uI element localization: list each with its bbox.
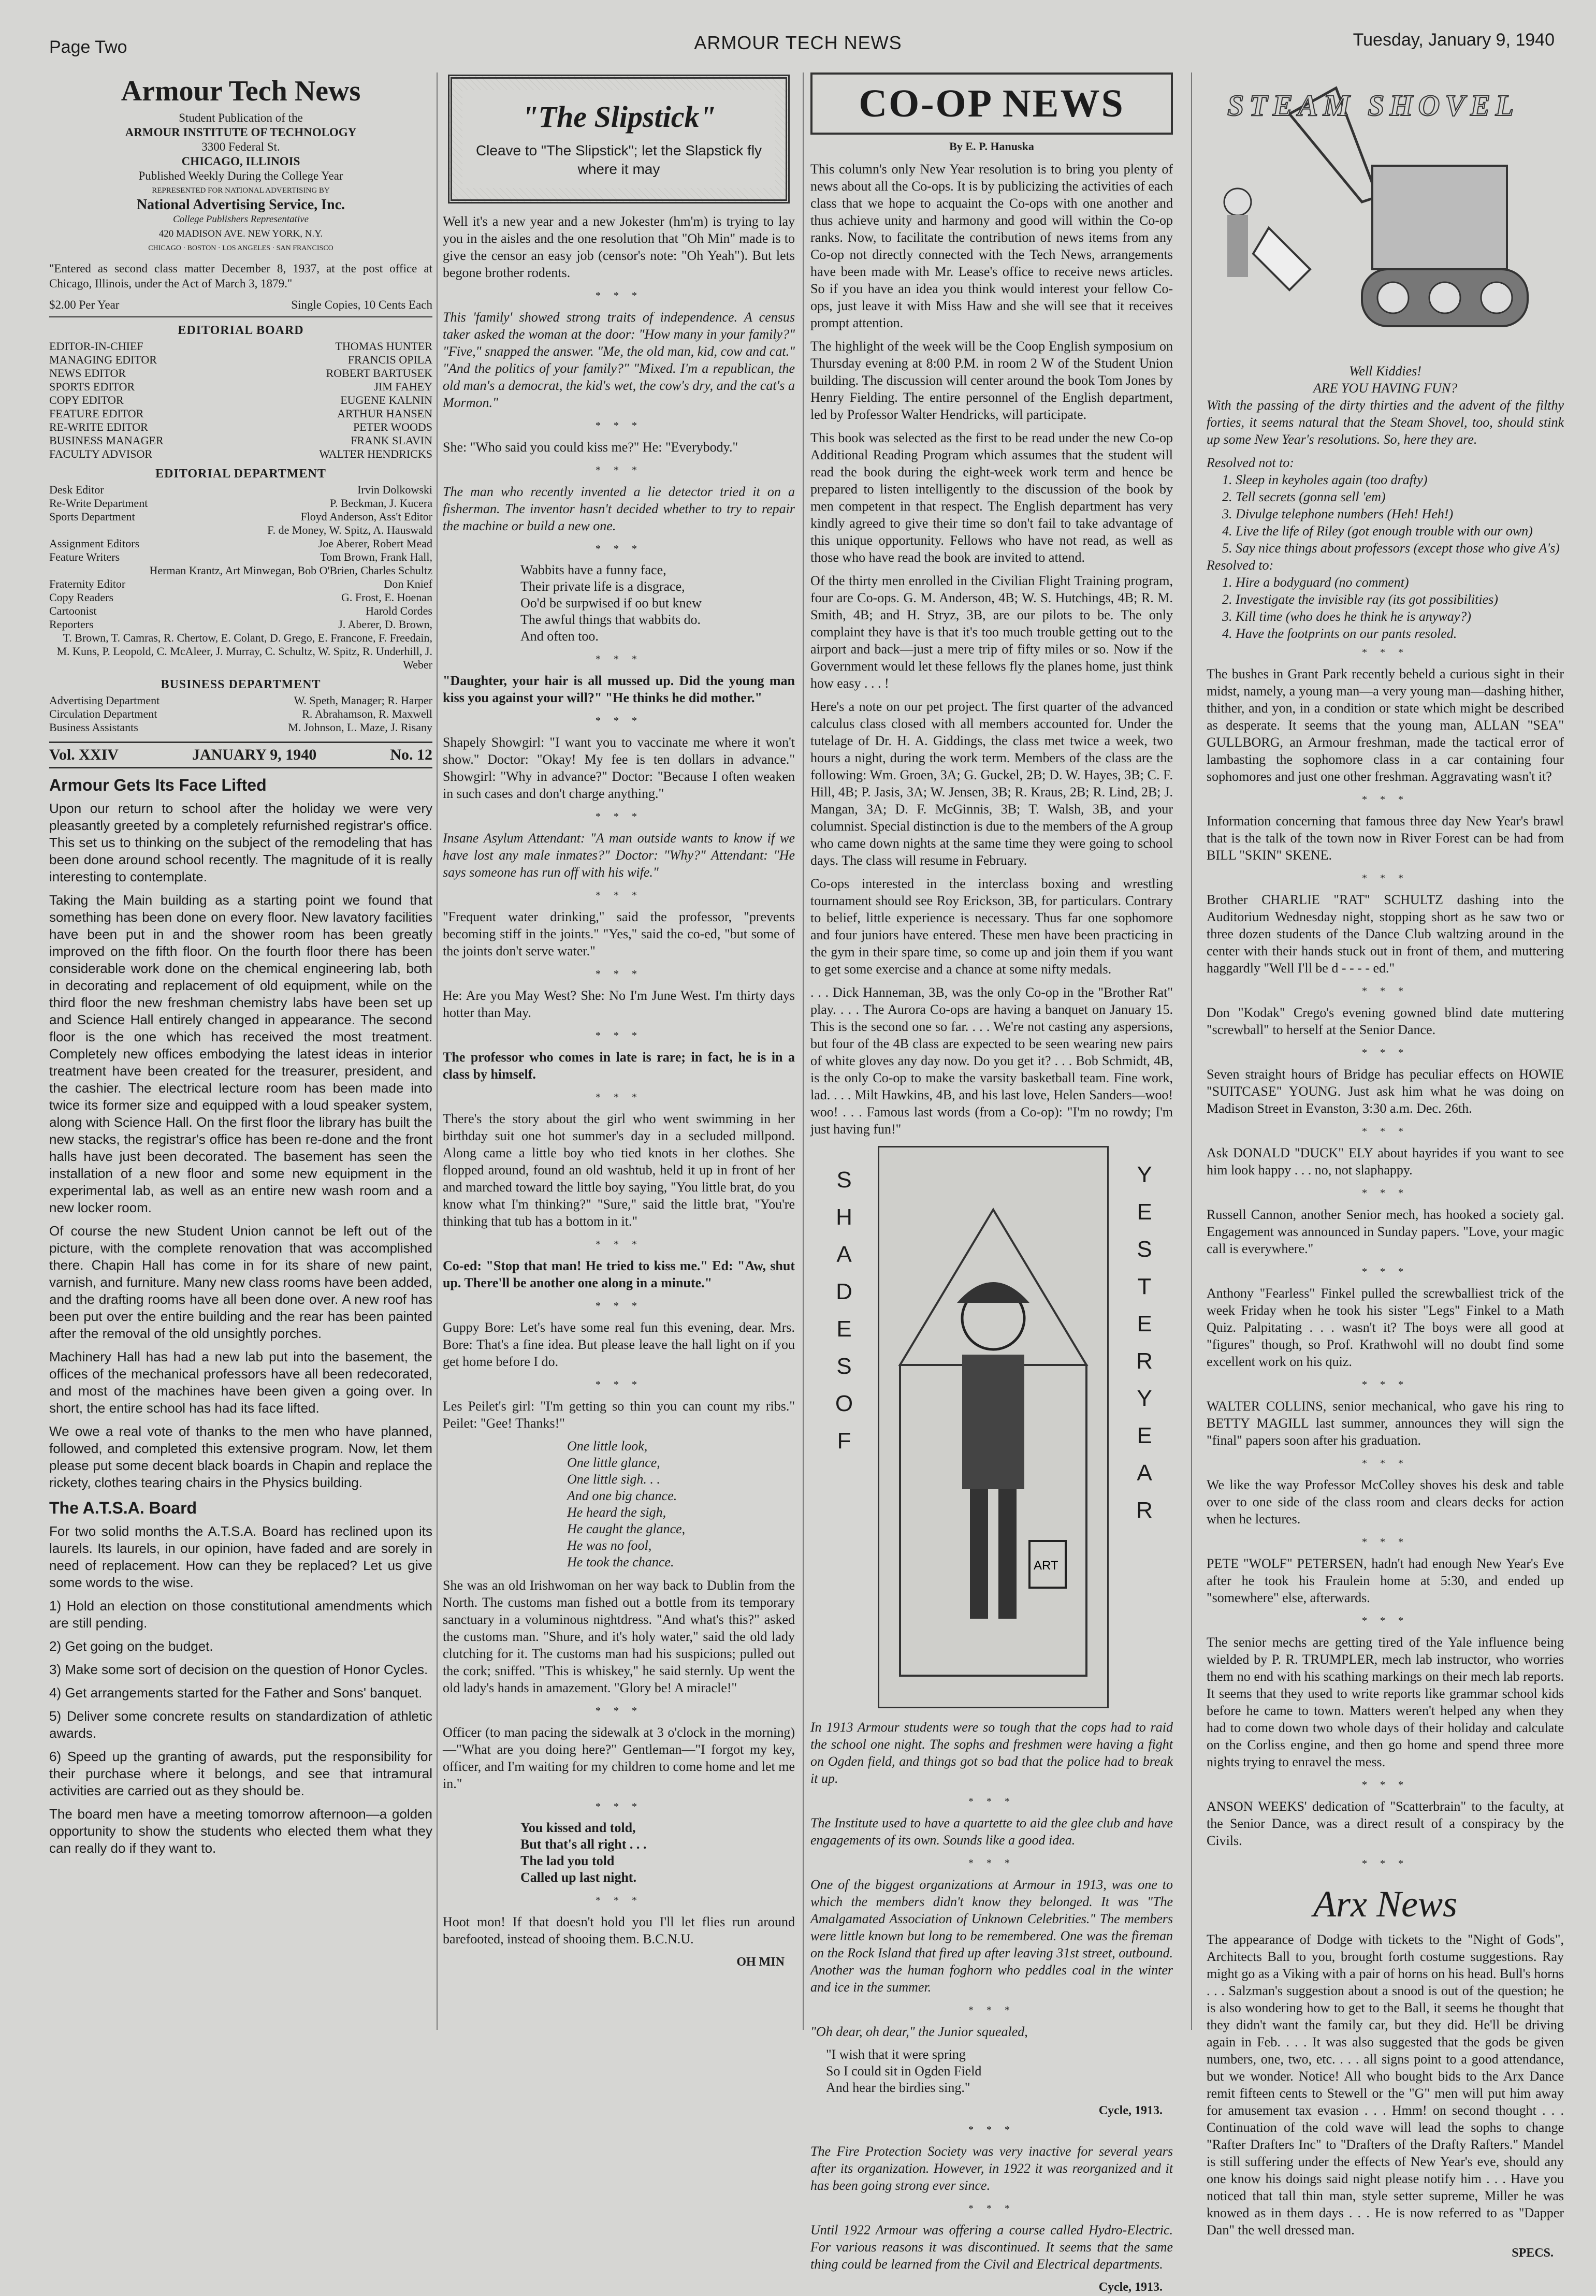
- coop-banner: [810, 72, 1173, 135]
- staff-name: FRANCIS OPILA: [347, 353, 432, 366]
- yesteryear-p6: Until 1922 Armour was offering a course called Hydro-Electric. For various reasons it was discontinued. It seems that the same thing could be learned from the Civil and Electrical departments.: [810, 2222, 1173, 2272]
- cycle-credit: Cycle, 1913.: [1098, 2280, 1163, 2294]
- poem-wabbits: [443, 562, 795, 645]
- steam-fun: ARE YOU HAVING FUN?: [1313, 381, 1458, 396]
- poem-kissed: [443, 1820, 795, 1886]
- steam-shovel-title: STEAM SHOVEL: [1227, 89, 1519, 122]
- staff-role: NEWS EDITOR: [49, 367, 126, 380]
- staff-row: [49, 380, 432, 394]
- staff-row: [49, 591, 432, 604]
- issue-row: [49, 742, 432, 768]
- volume: Vol. XXIV: [49, 746, 119, 763]
- joke-irishwoman: She was an old Irishwoman on her way back to Dublin from the North. The customs man fished out a bottle from its temporary sanctuary in a voluminous nightdress. "And what's this?" asked the customs man. "Shure, and it's holy water," said the old lady clutching for it. The customs man had his suspicions; pulled out the cork; sniffed. "This is whiskey," he said sternly. Up went the old lady's hands in amazement. "Glory be! A miracle!": [443, 1578, 795, 1695]
- resolution-item: 5. Say nice things about professors (except those who give A's): [1222, 541, 1560, 556]
- poem-line: He took the chance.: [567, 1554, 674, 1570]
- staff-role: Cartoonist: [49, 604, 97, 617]
- article-paragraph: Of course the new Student Union cannot be left out of the picture, with the complete renovation that was accomplished there. Chapin Hall has come in for its share of new paint, varnish, and furniture. Many new class rooms have been added, and the drafting rooms have all been done over. A new roof has been put over the entire building and the rear has been painted after the removal of the old unsightly porches.: [49, 1223, 432, 1341]
- price-row: [49, 297, 432, 312]
- poem-line: One little look,: [567, 1438, 648, 1454]
- staff-name: P. Beckman, J. Kucera: [330, 497, 432, 510]
- slipstick-closing: Hoot mon! If that doesn't hold you I'll let flies run around barefooted, instead of shooing them. B.C.N.U.: [443, 1914, 795, 1946]
- joke-may-west: He: Are you May West? She: No I'm June West. I'm thirty days hotter than May.: [443, 988, 795, 1020]
- editorial-department-list: [49, 483, 432, 672]
- arx-signature: SPECS.: [1512, 2246, 1554, 2260]
- joke-asylum: Insane Asylum Attendant: "A man outside wants to know if we have lost any male inmates?" Doctor: "Why?" Attendant: "He says someone has run off with his wife.": [443, 831, 795, 880]
- resolution-item: 1. Hire a bodyguard (no comment): [1222, 575, 1409, 590]
- coop-paragraph: Here's a note on our pet project. The first quarter of the advanced calculus class closed with all members accounted for. Under the tutelage of Dr. H. A. Giddings, the class met twice a week, two hours a night, during the work term. Members of the class are the following: Wm. Groen, 3A; G. Guckel, 2B; D. W. Hayes, 3B; C. F. Hill, 4B; P. Jasis, 3A; W. Jensen, 3B; R. Kraus, 2B; R. Lind, 2B; J. Mangan, 3A; D. F. McGinnis, 3B; T. Walsh, 3B, and your columnist. Special distinction is due to the members of the A group who came down nights at the same time they were going to school days. The class will resume in February.: [810, 699, 1173, 868]
- yesteryear-letter: S: [1137, 1237, 1152, 1262]
- masthead-line: 3300 Federal St.: [201, 140, 280, 153]
- shades-letter: E: [836, 1316, 852, 1342]
- staff-role: SPORTS EDITOR: [49, 380, 135, 393]
- shades-of-yesteryear-box: [810, 1146, 1173, 1710]
- coop-paragraph: The highlight of the week will be the Coop English symposium on Thursday evening at 8:00 P.M. in room 2 W of the Student Union building. The discussion will center around the book Tom Jones by Henry Fielding. The entire personnel of the English department, led by Professor Walter Hendricks, will participate.: [810, 339, 1173, 422]
- atsa-item: 6) Speed up the granting of awards, put the responsibility for their purchase where it belongs, and see that intramural activities are carried out as they should be.: [49, 1749, 432, 1798]
- gossip-item: The senior mechs are getting tired of the Yale influence being wielded by P. R. TRUMPLER, mech lab instructor, who worries them no end with his scathing markings on their mech lab reports. It seems that they used to write reports like grammar school kids before he came to town. Matters weren't helped any when they had to come down two whole days of their holiday and calculate on the Corliss engine, and then go home and spend three more nights trying to enravel the mess.: [1207, 1635, 1564, 1769]
- cycle-credit: Cycle, 1913.: [1098, 2104, 1163, 2117]
- staff-name: ROBERT BARTUSEK: [326, 367, 432, 380]
- staff-role: FEATURE EDITOR: [49, 407, 144, 420]
- price-year: $2.00 Per Year: [49, 298, 120, 311]
- joke-coed: Co-ed: "Stop that man! He tried to kiss me." Ed: "Aw, shut up. There'll be another one along in a minute.": [443, 1258, 795, 1290]
- joke-showgirl: Shapely Showgirl: "I want you to vaccinate me where it won't show." Doctor: "Okay! My fee is ten dollars in advance." Showgirl: "Why in advance?" Doctor: "Because I often weaken in such cases and don't charge anything.": [443, 735, 795, 801]
- issue-number: No. 12: [390, 746, 432, 763]
- ad-rep-cities: CHICAGO · BOSTON · LOS ANGELES · SAN FRANCISCO: [148, 244, 333, 252]
- staff-name: PETER WOODS: [353, 420, 432, 433]
- yesteryear-letter: E: [1137, 1311, 1152, 1336]
- staff-row: [49, 604, 432, 618]
- resolution-item: 1. Sleep in keyholes again (too drafty): [1222, 472, 1428, 487]
- staff-row: [49, 353, 432, 367]
- staff-name: ARTHUR HANSEN: [337, 407, 432, 420]
- resolved-to-heading: Resolved to:: [1207, 558, 1274, 573]
- poem-line: He caught the glance,: [567, 1521, 686, 1536]
- slipstick-column: Well it's a new year and a new Jokester (hm'm) is trying to lay you in the aisles and the one resolution that "Oh Min" made is to give the censor an easy job (censor's note: "Oh Yeah"). But lets begone brother rodents. * * * This 'family' showed strong traits of independence. A census taker asked the woman at the door: "How many in your family?" "Five," snapped the answer. "Me, the old man, kid, cow and cat." "And the politics of your family?" "Mixed. I'm a republican, the old man's a democrat, the kid's wet, the cow's dry, and the cat's a Mormon." * * * She: "Who said you could kiss me?" He: "Everybody." * * * The man who recently invented a lie detector tried it on a fisherman. The inventor hasn't decided whether to try to repair the machine or build a new one. * * * Wabbits have a funny face, Their private life is a disgrace, Oo'd be surpwised if oo but knew The awful things that wabbits do. And often too. * * * "Daughter, your hair is all mussed up. Did the young man kiss you against your will?" "He thinks he did mother." * * * Shapely Showgirl: "I want you to vaccinate me where it won't show." Doctor: "Okay! My fee is ten dollars in advance." Showgirl: "Why in advance?" Doctor: "Because I often weaken in such cases and don't charge anything." * * * Insane Asylum Attendant: "A man outside wants to know if we have lost any male inmates?" Doctor: "Why?" Attendant: "He says someone has run off with his wife." * * * "Frequent water drinking," said the professor, "prevents becoming stiff in the joints." "Yes," said the co-ed, "but some of the joints don't serve water." * * * He: Are you May West? She: No I'm June West. I'm thirty days hotter than May. * * * The professor who comes in late is rare; in fact, he is in a class by himself. * * * There's the story about the girl who went swimming in her birthday suit one hot summer's day in a secluded millpond. Along came a little boy who tied knots in her clothes. She flopped around, found an old washtub, held it up in front of her and marched toward the little boy saying, "You little brat, do you know what I'm thinking?" "Sure," said the little brat, "You're thinking that tub has a bottom in it." * * * Co-ed: "Stop that man! He tried to kiss me." Ed: "Aw, shut up. There'll be another one along in a minute." * * * Guppy Bore: Let's have some real fun this evening, dear. Mrs. Bore: That's a fine idea. But please leave the hall light on if you get home before I do. * * * Les Peilet's girl: "I'm getting so thin you can count my ribs." Peilet: "Gee! Thanks!" One little look, One little glance, One little sigh. . . And one big chance. He heard the sigh, He caught the glance, He was no fool, He took the chance. She was an old Irishwoman on her way back to Dublin from the North. The customs man fished out a bottle from its temporary sanctuary in a voluminous nightdress. "And what's this?" asked the customs man. "Shure, and it's holy water," said the old lady clutching for it. The customs man had his suspicions; pulled out the cork; sniffed. "This is whiskey," he said sternly. Up went the old lady's hands in amazement. "Glory be! A miracle!" * * * Officer (to man pacing the sidewalk at 3 o'clock in the morning)—"What are you doing here?" Gentleman—"I forgot my key, officer, and I'm waiting for my children to come home and let me in." * * * You kissed and told, But that's all right . . . The lad you told Called up last night. * * * Hoot mon! If that doesn't hold you I'll let flies run around barefooted, instead of shooing them. B.C.N.U. OH MIN: [443, 213, 795, 1971]
- masthead-title: Armour Tech News: [121, 75, 361, 107]
- poem-little-look: [443, 1438, 795, 1571]
- staff-row: [49, 537, 432, 550]
- yesteryear-letter: A: [1137, 1460, 1152, 1486]
- staff-role: Business Assistants: [49, 721, 138, 734]
- yesteryear-p3: One of the biggest organizations at Armour in 1913, was one to which the members didn't know they belonged. It was "The Amalgamated Association of Unknown Celebrities." The members were little known but long to be remembered. One was the fireman on the Rock Island that fired up after leaving 31st street, outbound. Another was the human foghorn who peddles coal in the winter and ice in the summer.: [810, 1877, 1173, 1995]
- staff-name: Floyd Anderson, Ass't Editor: [300, 510, 432, 523]
- staff-row: [49, 524, 432, 537]
- gossip-item: We like the way Professor McColley shoves his desk and table over to one side of the class room and clears decks for action when he lectures.: [1207, 1477, 1564, 1527]
- atsa-intro: For two solid months the A.T.S.A. Board has reclined upon its laurels. Its laurels, in our opinion, have faded and are sorely in need of replacement. How can they be replaced? Let us give some words to the wise.: [49, 1523, 432, 1590]
- staff-name: Irvin Dolkowski: [357, 483, 432, 496]
- poem-line: But that's all right . . .: [520, 1837, 647, 1852]
- joke-water: "Frequent water drinking," said the professor, "prevents becoming stiff in the joints." "Yes," said the co-ed, "but some of the joints don't serve water.": [443, 909, 795, 958]
- joke-peilet: Les Peilet's girl: "I'm getting so thin you can count my ribs." Peilet: "Gee! Thanks!": [443, 1399, 795, 1431]
- entered-notice: "Entered as second class matter December 8, 1937, at the post office at Chicago, Illinois, under the Act of March 3, 1879.": [49, 262, 432, 290]
- ad-rep-address: 420 MADISON AVE. NEW YORK, N.Y.: [158, 228, 323, 239]
- staff-name: Don Knief: [384, 577, 432, 590]
- staff-role: MANAGING EDITOR: [49, 353, 157, 366]
- editorial-board-list: [49, 340, 432, 461]
- column-4: [1207, 72, 1564, 2260]
- shades-letter: F: [837, 1428, 851, 1454]
- staff-row: [49, 420, 432, 434]
- coop-paragraph: This column's only New Year resolution is to bring you plenty of news about all the Co-ops. It is by publicizing the activities of each class that we hope to acquaint the Co-ops with one another and thus achieve unity and harmony and good will within the Co-op ranks. Now, to facilitate the contribution of news items from any Co-op not directly connected with the Tech News, arrangements have been made with Mr. Lease's office to receive news articles. So if you have an idea you think would interest your fellow Co-ops, just leave it with Miss Haw and she will see that it receives prompt attention.: [810, 162, 1173, 330]
- slipstick-subtitle: Cleave to "The Slipstick"; let the Slapstick fly where it may: [475, 142, 762, 177]
- gossip-item: Russell Cannon, another Senior mech, has hooked a society gal. Engagement was announced in Sunday papers. "Love, your magic call is everywhere.": [1207, 1207, 1564, 1256]
- yesteryear-letter: R: [1136, 1348, 1153, 1374]
- poem-line: So I could sit in Ogden Field: [826, 2064, 982, 2079]
- atsa-closing: The board men have a meeting tomorrow afternoon—a golden opportunity to show the students who elected them what they can really do if they want to.: [49, 1806, 432, 1856]
- staff-row: [49, 550, 432, 564]
- staff-name: G. Frost, E. Hoenan: [341, 591, 432, 604]
- joke-officer: Officer (to man pacing the sidewalk at 3 o'clock in the morning)—"What are you doing here?" Gentleman—"I forgot my key, officer, and I'm waiting for my children to come home and let me in.": [443, 1725, 795, 1791]
- masthead-line: CHICAGO, ILLINOIS: [181, 155, 300, 168]
- issue-date: JANUARY 9, 1940: [192, 746, 317, 763]
- business-department-list: [49, 694, 432, 734]
- atsa-item: 3) Make some sort of decision on the question of Honor Cycles.: [49, 1662, 428, 1677]
- poem-line: He was no fool,: [567, 1538, 652, 1553]
- yesteryear-letter: E: [1137, 1423, 1152, 1448]
- issue-date-header: Tuesday, January 9, 1940: [1353, 30, 1555, 50]
- column-rule: [803, 72, 804, 2030]
- business-department-heading: BUSINESS DEPARTMENT: [161, 678, 321, 691]
- column-rule: [437, 72, 438, 2030]
- staff-row: [49, 721, 432, 734]
- staff-row: [49, 577, 432, 591]
- atsa-item: 4) Get arrangements started for the Father and Sons' banquet.: [49, 1685, 423, 1701]
- masthead-line: ARMOUR INSTITUTE OF TECHNOLOGY: [125, 126, 357, 139]
- resolution-item: 2. Tell secrets (gonna sell 'em): [1222, 489, 1386, 504]
- shades-left-letters: [831, 1161, 857, 1460]
- coop-paragraph: Of the thirty men enrolled in the Civilian Flight Training program, four are Co-ops. G. M. Anderson, 4B; W. S. Hutchings, 4B; R. M. Smith, 4B; and H. Stryz, 3B, are our pilots to be. The only complaint they have is that it's too much trouble getting out to the airport and back—just a mere trip of fifty miles or so. Now if the Government would let these fellows fly the planes home, just think how easy . . . !: [810, 573, 1173, 691]
- gossip-item: Information concerning that famous three day New Year's brawl that is the talk of the town now in River Forest can be had from BILL "SKIN" SKENE.: [1207, 813, 1564, 863]
- paper-name: ARMOUR TECH NEWS: [694, 32, 902, 53]
- slipstick-intro: Well it's a new year and a new Jokester (hm'm) is trying to lay you in the aisles and the one resolution that "Oh Min" made is to give the censor an easy job (censor's note: "Oh Yeah"). But lets begone brother rodents.: [443, 214, 795, 280]
- joke-kiss: She: "Who said you could kiss me?" He: "Everybody.": [443, 440, 738, 455]
- poem-line: One little glance,: [567, 1455, 660, 1470]
- yesteryear-letter: T: [1137, 1274, 1152, 1299]
- staff-role: Circulation Department: [49, 707, 157, 720]
- staff-name: Tom Brown, Frank Hall,: [320, 550, 432, 563]
- student-illustration: [879, 1147, 1107, 1707]
- staff-row: [49, 564, 432, 577]
- staff-name: W. Speth, Manager; R. Harper: [294, 694, 432, 707]
- staff-name: T. Brown, T. Camras, R. Chertow, E. Colant, D. Grego, E. Francone, F. Freedain, M. Kuns, P. Leopold, C. McAleer, J. Murray, C. Schultz, W. Spitz, R. Underhill, J. Weber: [56, 631, 432, 671]
- steam-shovel-banner: [1207, 72, 1564, 362]
- ad-rep-label: REPRESENTED FOR NATIONAL ADVERTISING BY: [152, 186, 330, 195]
- face-lifted-headline: Armour Gets Its Face Lifted: [49, 776, 267, 794]
- slipstick-banner: [448, 75, 790, 204]
- staff-row: [49, 367, 432, 380]
- staff-role: Fraternity Editor: [49, 577, 126, 590]
- joke-late-professor: The professor who comes in late is rare; in fact, he is in a class by himself.: [443, 1050, 795, 1082]
- gossip-item: Anthony "Fearless" Finkel pulled the screwballiest trick of the week Friday when he took his sister "Legs" Finkel to a Math Quiz. Palpitating . . . wasn't it? The boys were all good at "figures" though, so Prof. Krathwohl will no doubt find some excellent work on his quiz.: [1207, 1286, 1564, 1369]
- staff-row: [49, 483, 432, 497]
- page-label: Page Two: [49, 37, 127, 57]
- yesteryear-p1: In 1913 Armour students were so tough that the cops had to raid the school one night. The sophs and freshmen were having a fight on Ogden field, and things got so bad that the police had to break it up.: [810, 1720, 1173, 1786]
- staff-role: Re-Write Department: [49, 497, 148, 510]
- yesteryear-letter: Y: [1137, 1386, 1152, 1411]
- coop-article: [810, 161, 1173, 1138]
- resolution-item: 2. Investigate the invisible ray (its got possibilities): [1222, 592, 1498, 607]
- steam-well: Well Kiddies!: [1349, 364, 1421, 379]
- resolved-to-list: [1207, 574, 1564, 642]
- staff-row: [49, 340, 432, 353]
- staff-role: BUSINESS MANAGER: [49, 434, 164, 447]
- joke-census: This 'family' showed strong traits of independence. A census taker asked the woman at the door: "How many in your family?" "Five," snapped the answer. "Me, the old man, kid, cow and cat." "And the politics of your family?" "Mixed. I'm a republican, the old man's a democrat, the kid's wet, the cow's dry, and the cat's a Mormon.": [443, 310, 795, 410]
- column-rule: [1191, 72, 1192, 2030]
- shades-letter: H: [836, 1204, 852, 1230]
- resolution-item: 3. Divulge telephone numbers (Heh! Heh!): [1222, 506, 1454, 521]
- coop-paragraph: Co-ops interested in the interclass boxing and wrestling tournament should see Roy Erickson, 3B, for particulars. Contrary to belief, little experience is necessary. Thus far one sophomore and four juniors have entered. These men have been practicing in the gym in their spare time, so come up and join them if you want to get some exercise and a chance at some nifty medals.: [810, 876, 1173, 977]
- slipstick-signature: OH MIN: [736, 1955, 785, 1969]
- steam-intro: With the passing of the dirty thirties and the advent of the filthy forties, it seems natural that the Steam Shovel, too, should stink up some New Year's resolutions. So, here they are.: [1207, 398, 1564, 447]
- article-paragraph: Taking the Main building as a starting point we found that something has been done on every floor. New lavatory facilities have been put in and the shower room has been greatly improved on the fifth floor. On the fourth floor there has been considerable work done on the chemical engineering lab, both in decorating and replacement of old equipment, while on the third floor the new freshman chemistry labs have been set up and Science Hall entirely changed in appearance. The second floor is the one which has received the most treatment. Completely new offices embodying the latest ideas in interior treatment have been created for the treasurer, president, and the cashier. The electrical lecture room has been made into twice its former size and equipped with a loud speaker system, along with Science Hall. On the first floor the library has built the new stacks, the registrar's office has been re-done and the front halls have just been decorated. The basement has seen the installation of a new floor and some new equipment in the experimental lab, as well as an entire new wash room and a new locker room.: [49, 892, 432, 1215]
- ad-rep-sub: College Publishers Representative: [172, 214, 309, 225]
- staff-role: Reporters: [49, 618, 94, 631]
- ad-rep: National Advertising Service, Inc.: [136, 197, 345, 213]
- staff-name: Herman Krantz, Art Minwegan, Bob O'Brien, Charles Schultz: [149, 564, 432, 577]
- staff-row: [49, 707, 432, 721]
- coop-paragraph: This book was selected as the first to be read under the new Co-op Additional Reading Program which assumes that the student will read the book during the eight-week work term and hence be prepared to listen intelligently to the discussion of the book by men competent in that respect. The English department has very kindly agreed to give their time so don't fail to take advantage of this unique opportunity. Fellows who have not read, as well as those who have read the book are invited to attend.: [810, 430, 1173, 565]
- staff-row: [49, 434, 432, 447]
- staff-role: EDITOR-IN-CHIEF: [49, 340, 143, 353]
- staff-row: [49, 510, 432, 524]
- gossip-item: Seven straight hours of Bridge has peculiar effects on HOWIE "SUITCASE" YOUNG. Just ask him what he was doing on Madison Street in Evanston, 3:30 a.m. Dec. 26th.: [1207, 1067, 1564, 1116]
- staff-name: R. Abrahamson, R. Maxwell: [302, 707, 432, 720]
- yesteryear-p5: The Fire Protection Society was very inactive for several years after its organization. However, in 1922 it was reorganized and it has been going strong ever since.: [810, 2144, 1173, 2193]
- staff-row: [49, 407, 432, 420]
- yesteryear-column: In 1913 Armour students were so tough that the cops had to raid the school one night. The sophs and freshmen were having a fight on Ogden field, and things got so bad that the police had to break it up. * * * The Institute used to have a quartette to aid the glee club and have engagements of its own. Sounds like a good idea. * * * One of the biggest organizations at Armour in 1913, was one to which the members didn't know they belonged. It was "The Amalgamated Association of Unknown Celebrities." The members were little known but long to be remembered. One was the fireman on the Rock Island that fired up after leaving 31st street, outbound. Another was the human foghorn who peddles coal in the winter and ice in the summer. * * * "Oh dear, oh dear," the Junior squealed, "I wish that it were spring So I could sit in Ogden Field And hear the birdies sing." Cycle, 1913. * * * The Fire Protection Society was very inactive for several years after its organization. However, in 1922 it was reorganized and it has been going strong ever since. * * * Until 1922 Armour was offering a course called Hydro-Electric. For various reasons it was discontinued. It seems that the same thing could be learned from the Civil and Electrical departments. Cycle, 1913.: [810, 1719, 1173, 2296]
- joke-lie-detector: The man who recently invented a lie detector tried it on a fisherman. The inventor hasn't decided whether to try to repair the machine or build a new one.: [443, 484, 795, 533]
- atsa-item: 1) Hold an election on those constitutional amendments which are still pending.: [49, 1598, 432, 1631]
- staff-name: Joe Aberer, Robert Mead: [318, 537, 432, 550]
- price-single: Single Copies, 10 Cents Each: [291, 298, 432, 311]
- staff-name: F. de Money, W. Spitz, A. Hauswald: [267, 524, 432, 536]
- poem-line: Called up last night.: [520, 1870, 636, 1885]
- poem-line: And often too.: [520, 629, 599, 644]
- staff-role: Desk Editor: [49, 483, 104, 496]
- yesteryear-illustration: [878, 1146, 1109, 1708]
- coop-paragraph: . . . Dick Hanneman, 3B, was the only Co-op in the "Brother Rat" play. . . . The Aurora Co-ops are having a banquet on January 15. This is the second one so far. . . . We're not casting any aspersions, but four of the 4B class are expected to be seen wearing new pairs of white gloves any day now. Do you get it? . . . Bob Schmidt, 4B, is the only Co-op to make the varsity basketball team. Fine work, lad. . . . Milt Hawkins, 4B, and his last love, Helen Sanders—woo! woo! . . . Famous last words (from a Co-op): "I'm no rowdy; I'm just having fun!": [810, 985, 1173, 1137]
- poem-line: And hear the birdies sing.": [826, 2080, 970, 2095]
- illustration-label: ART: [1034, 1559, 1058, 1573]
- joke-daughter: "Daughter, your hair is all mussed up. Did the young man kiss you against your will?" "He thinks he did mother.": [443, 673, 795, 705]
- joke-washtub: There's the story about the girl who went swimming in her birthday suit one hot summer's day in a secluded millpond. Along came a little boy who tied knots in her clothes. She flopped around, found an old washtub, held it up in front of her and marched toward the little boy saying, "You little brat, do you know what I'm thinking?" "Sure," said the little brat, "You're thinking that tub has a bottom in it.": [443, 1111, 795, 1229]
- gossip-item: WALTER COLLINS, senior mechanical, who gave his ring to BETTY MAGILL last summer, announces they will sign the "final" papers soon after his graduation.: [1207, 1399, 1564, 1448]
- staff-row: [49, 618, 432, 631]
- staff-role: Advertising Department: [49, 694, 160, 707]
- steam-shovel-column: Well Kiddies! ARE YOU HAVING FUN? With the passing of the dirty thirties and the advent of the filthy forties, it seems natural that the Steam Shovel, too, should stink up some New Year's resolutions. So, here they are. Resolved not to: 1. Sleep in keyholes again (too drafty) 2. Tell secrets (gonna sell 'em) 3. Divulge telephone numbers (Heh! Heh!) 4. Live the life of Riley (got enough trouble with our own) 5. Say nice things about professors (except those who give A's) Resolved to: 1. Hire a bodyguard (no comment) 2. Investigate the invisible ray (its got possibilities) 3. Kill time (who does he think he is anyway?) 4. Have the footprints on our pants resoled. * * * The bushes in Grant Park recently beheld a curious sight in their midst, namely, a young man—a very young man—dashing hither, thither, and yon, in a condition or state which might be described as desperate. It seems that the young man, ALLAN "SEA" GULLBORG, an Armour freshman, made the tactical error of lambasting the sophomore class in a car containing four sophomores and just one other freshman. Aggravating wasn't it? * * * Information concerning that famous three day New Year's brawl that is the talk of the town now in River Forest can be had from BILL "SKIN" SKENE. * * * Brother CHARLIE "RAT" SCHULTZ dashing into the Auditorium Wednesday night, stopping short as he saw two or three dozen students of the Dance Club waltzing around in the center with their hands stuck out in front of them, and muttering haggardly "Well I'll be d - - - - ed." * * * Don "Kodak" Crego's evening gowned blind date muttering "screwball" to herself at the Senior Dance. * * * Seven straight hours of Bridge has peculiar effects on HOWIE "SUITCASE" YOUNG. Just ask him what he was doing on Madison Street in Evanston, 3:30 a.m. Dec. 26th. * * * Ask DONALD "DUCK" ELY about hayrides if you want to see him look happy . . . no, not slaphappy. * * * Russell Cannon, another Senior mech, has hooked a society gal. Engagement was announced in Sunday papers. "Love, your magic call is everywhere." * * * Anthony "Fearless" Finkel pulled the screwballiest trick of the week Friday when he took his sister "Legs" Finkel to a Math Quiz. Palpitating . . . wasn't it? The boys were all good at "figures" though, so Prof. Krathwohl will no doubt find some excellent work on his quiz. * * * WALTER COLLINS, senior mechanical, who gave his ring to BETTY MAGILL last summer, announces they will sign the "final" papers soon after his graduation. * * * We like the way Professor McColley shoves his desk and table over to one side of the class room and clears decks for action when he lectures. * * * PETE "WOLF" PETERSEN, hadn't had enough New Year's Eve after he took his Fraulein home at 5:30, and ended up "somewhere" else, afterwards. * * * The senior mechs are getting tired of the Yale influence being wielded by P. R. TRUMPLER, mech lab instructor, who worries them no end with his scathing markings on their mech lab reports. It seems that they used to write reports like grammar school kids before he came to town. Matters weren't helped any when they had to come down two whole days of their holiday and calculate on the Corliss engine, and then go home and spend three more nights trying to enravel the mess. * * * ANSON WEEKS' dedication of "Scatterbrain" to the faculty, at the Senior Dance, was a direct result of a conspiracy by the Civils. * * *: [1207, 364, 1564, 1869]
- staff-row: [49, 447, 432, 461]
- arx-news-title: Arx News: [1313, 1883, 1457, 1925]
- yesteryear-p4: "Oh dear, oh dear," the Junior squealed,: [810, 2024, 1028, 2039]
- gossip-item: Don "Kodak" Crego's evening gowned blind date muttering "screwball" to herself at the Senior Dance.: [1207, 1005, 1564, 1037]
- poem-line: The lad you told: [520, 1853, 615, 1868]
- column-2: [443, 72, 795, 2030]
- yesteryear-letter: R: [1136, 1498, 1153, 1523]
- resolved-not-list: [1207, 471, 1564, 557]
- staff-row: [49, 394, 432, 407]
- staff-role: RE-WRITE EDITOR: [49, 420, 148, 433]
- article-paragraph: Upon our return to school after the holiday we were very pleasantly greeted by a completely refurnished registrar's office. This set us to thinking on the subject of the remodeling that has been done around school recently. The magnitude of it is really interesting to contemplate.: [49, 801, 432, 884]
- staff-name: FRANK SLAVIN: [351, 434, 432, 447]
- resolution-item: 3. Kill time (who does he think he is anyway?): [1222, 609, 1471, 624]
- atsa-headline: The A.T.S.A. Board: [49, 1499, 197, 1517]
- column-3: [810, 72, 1173, 2294]
- yesteryear-letter: E: [1137, 1199, 1152, 1225]
- staff-name: J. Aberer, D. Brown,: [338, 618, 432, 631]
- staff-role: Feature Writers: [49, 550, 120, 563]
- masthead-line: Student Publication of the: [179, 111, 303, 124]
- staff-name: M. Johnson, L. Maze, J. Risany: [288, 721, 432, 734]
- staff-role: Copy Readers: [49, 591, 114, 604]
- poem-line: One little sigh. . .: [567, 1472, 660, 1487]
- gossip-item: Brother CHARLIE "RAT" SCHULTZ dashing into the Auditorium Wednesday night, stopping short as he saw two or three dozen students of the Dance Club waltzing around in the center with their hands stuck out in front of them, and muttering haggardly "Well I'll be d - - - - ed.": [1207, 892, 1564, 976]
- yesteryear-letter: Y: [1137, 1162, 1152, 1187]
- column-1: [49, 72, 432, 2030]
- resolved-not-heading: Resolved not to:: [1207, 455, 1294, 470]
- article-paragraph: We owe a real vote of thanks to the men who have planned, followed, and completed this extensive program. Now, let them please put some decent black boards in Chapin and replace the rickety, clothes tearing chairs in the Physics building.: [49, 1423, 432, 1490]
- gossip-item: PETE "WOLF" PETERSEN, hadn't had enough New Year's Eve after he took his Fraulein home at 5:30, and ended up "somewhere" else, afterwards.: [1207, 1556, 1564, 1605]
- poem-line: You kissed and told,: [520, 1820, 636, 1835]
- staff-row: [49, 694, 432, 707]
- gossip-item: Ask DONALD "DUCK" ELY about hayrides if you want to see him look happy . . . no, not slaphappy.: [1207, 1145, 1564, 1178]
- staff-role: COPY EDITOR: [49, 394, 124, 406]
- editorial-department-heading: EDITORIAL DEPARTMENT: [155, 467, 326, 481]
- shades-letter: O: [835, 1391, 853, 1416]
- staff-name: WALTER HENDRICKS: [319, 447, 432, 460]
- gossip-item: ANSON WEEKS' dedication of "Scatterbrain" to the faculty, at the Senior Dance, was a direct result of a conspiracy by the Civils.: [1207, 1799, 1564, 1848]
- shades-right-letters: [1131, 1156, 1157, 1529]
- atsa-item: 2) Get going on the budget.: [49, 1638, 213, 1654]
- poem-line: And one big chance.: [567, 1488, 677, 1503]
- masthead-line: Published Weekly During the College Year: [138, 169, 343, 182]
- gossip-item: The bushes in Grant Park recently beheld a curious sight in their midst, namely, a young man—a very young man—dashing hither, thither, and yon, in a condition or state which might be described as desperate. It seems that the young man, ALLAN "SEA" GULLBORG, an Armour freshman, made the tactical error of lambasting the sophomore class in a car containing four sophomores and just one other freshman. Aggravating wasn't it?: [1207, 666, 1564, 784]
- arx-news-text: The appearance of Dodge with tickets to the "Night of Gods", Architects Ball to you, brought forth costume suggestions. Ray might go as a Viking with a pair of horns on his head. Bull's horns . . . Salzman's suggestion about a snood is out of the question; he is also wondering how to get to the Ball, it seems he thought that they didn't want the family car, but they did. He'll be driving again in Feb. . . . It was also suggested that the gods be given numbers, one, two, etc. . . . all signs point to a good attendance, but we wonder. Notice! All who bought bids to the Arx Dance remit fifteen cents to Stewell or the "G" men will put him away for amusement tax evasion . . . Hmm! on second thought . . . Continuation of the cold wave will lead the sophs to change "Rafter Drafters Inc" to "Drafters of the Drafty Rafters." Mandel is still suffering under the effects of New Year's eve, should any one know his doings said night please notify him . . . Have you noticed that tall thin man, style setter supreme, Miller he was knowed as in them days . . . He is now referred to as "Dapper Dan" the well dressed man.: [1207, 1932, 1564, 2237]
- poem-line: He heard the sigh,: [567, 1505, 666, 1520]
- staff-role: Sports Department: [49, 510, 135, 523]
- yesteryear-p2: The Institute used to have a quartette to aid the glee club and have engagements of its own. Sounds like a good idea.: [810, 1815, 1173, 1848]
- atsa-item: 5) Deliver some concrete results on standardization of athletic awards.: [49, 1708, 432, 1741]
- poem-line: Wabbits have a funny face,: [520, 562, 666, 577]
- joke-guppy: Guppy Bore: Let's have some real fun this evening, dear. Mrs. Bore: That's a fine idea. But please leave the hall light on if you get home before I do.: [443, 1320, 795, 1369]
- staff-name: EUGENE KALNIN: [340, 394, 432, 406]
- coop-title: CO-OP NEWS: [859, 82, 1125, 125]
- atsa-article: [49, 1523, 432, 1857]
- shades-letter: S: [836, 1354, 852, 1379]
- resolution-item: 4. Have the footprints on our pants resoled.: [1222, 626, 1457, 641]
- poem-line: The awful things that wabbits do.: [520, 612, 701, 627]
- yesteryear-poem: [810, 2046, 1173, 2096]
- slipstick-title: "The Slipstick": [521, 100, 716, 134]
- poem-line: Their private life is a disgrace,: [520, 579, 685, 594]
- staff-row: [49, 497, 432, 510]
- staff-row: [49, 631, 432, 672]
- staff-name: THOMAS HUNTER: [335, 340, 432, 353]
- staff-role: Assignment Editors: [49, 537, 140, 550]
- shades-letter: A: [836, 1242, 852, 1267]
- article-paragraph: Machinery Hall has had a new lab put into the basement, the offices of the mechanical professors have all been redecorated, and most of the machines have been given a going over. In short, the entire school has had its face lifted.: [49, 1349, 432, 1416]
- resolution-item: 4. Live the life of Riley (got enough trouble with our own): [1222, 524, 1533, 539]
- shades-letter: S: [836, 1167, 852, 1193]
- coop-byline: By E. P. Hanuska: [949, 140, 1034, 153]
- staff-role: FACULTY ADVISOR: [49, 447, 153, 460]
- face-lifted-article: [49, 800, 432, 1491]
- editorial-board-heading: EDITORIAL BOARD: [178, 324, 304, 337]
- poem-line: Oo'd be surpwised if oo but knew: [520, 595, 702, 611]
- staff-name: JIM FAHEY: [374, 380, 432, 393]
- poem-line: "I wish that it were spring: [826, 2047, 966, 2062]
- shades-letter: D: [836, 1279, 852, 1304]
- staff-name: Harold Cordes: [366, 604, 432, 617]
